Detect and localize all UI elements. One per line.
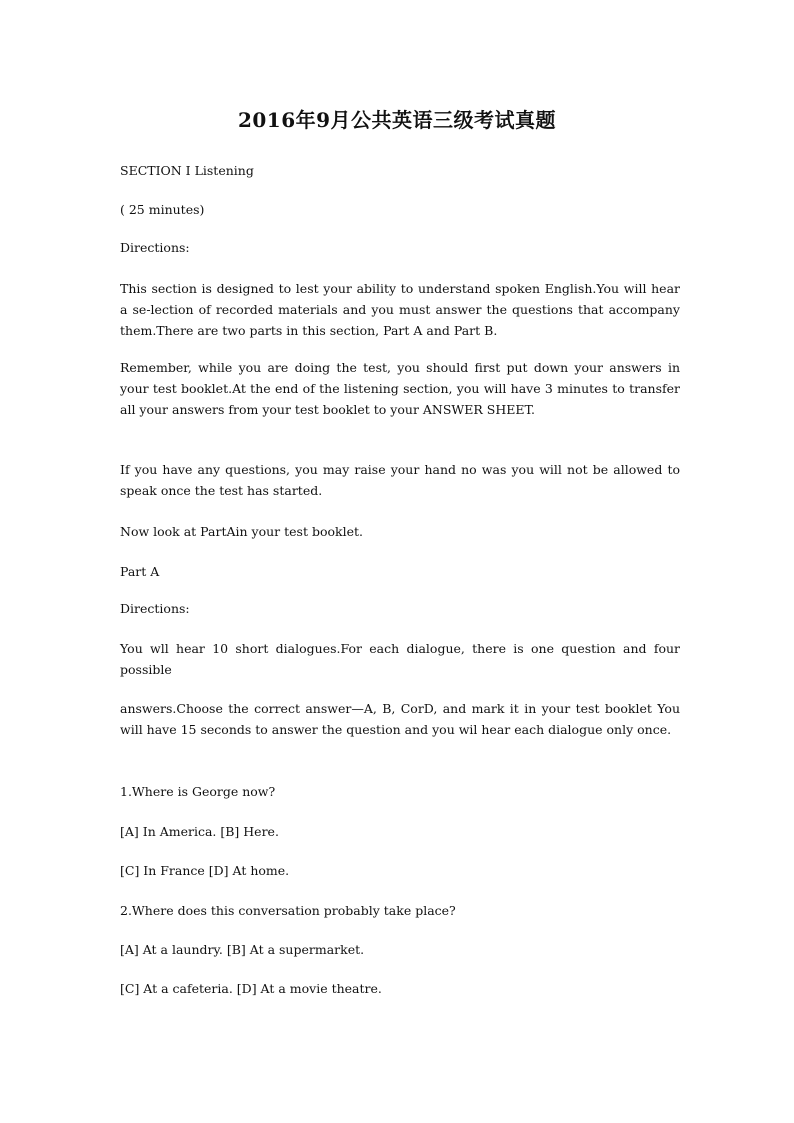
part-a-directions-paragraph-1: You wll hear 10 short dialogues.For each dialogue, there is one question and four possible [120, 641, 680, 677]
remember-paragraph: Remember, while you are doing the test, you should first put down your answers in your test booklet.At the end of the listening section, you will have 3 minutes to transfer all your answers from your test booklet to your ANSWER SHEET. [120, 360, 680, 417]
part-a-directions-label: Directions: [120, 601, 190, 616]
section-time: ( 25 minutes) [120, 202, 205, 217]
part-a-label: Part A [120, 564, 160, 579]
question-1-options-ab: [A] In America. [B] Here. [120, 824, 279, 839]
section-heading: SECTION I Listening [120, 163, 254, 178]
document-title: 2016年9月公共英语三级考试真题 [237, 108, 557, 132]
question-2-options-cd: [C] At a cafeteria. [D] At a movie theatre. [120, 981, 382, 996]
question-1: 1.Where is George now? [120, 784, 276, 799]
question-2-options-ab: [A] At a laundry. [B] At a supermarket. [120, 942, 365, 957]
directions-label: Directions: [120, 240, 190, 255]
now-look-line: Now look at PartAin your test booklet. [120, 524, 363, 539]
intro-paragraph: This section is designed to lest your ability to understand spoken English.You will hear a se-lection of recorded materials and you must answer the questions that accompany them.There are two parts in this section, Part A and Part B. [120, 281, 680, 338]
part-a-directions-paragraph-2: answers.Choose the correct answer—A, B, CorD, and mark it in your test booklet You will have 15 seconds to answer the question and you wil hear each dialogue only once. [120, 701, 680, 737]
question-2: 2.Where does this conversation probably take place? [120, 903, 456, 918]
questions-paragraph: If you have any questions, you may raise your hand no was you will not be allowed to speak once the test has started. [120, 462, 680, 498]
question-1-options-cd: [C] In France [D] At home. [120, 863, 290, 878]
